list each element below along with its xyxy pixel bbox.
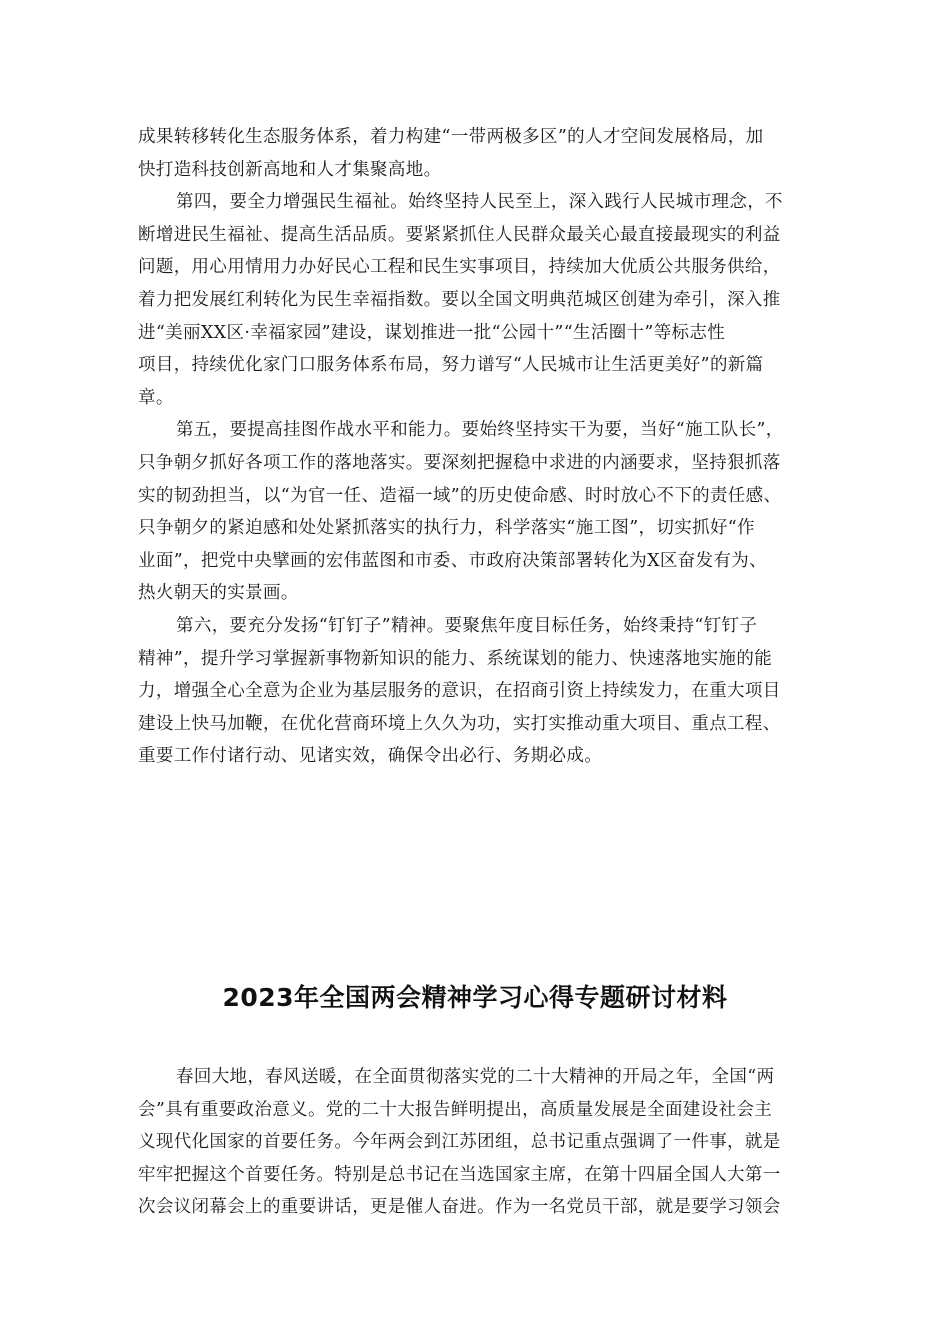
paragraph-continuation xyxy=(138,121,848,186)
text-line: 项目，持续优化家门口服务体系布局，努力谱写“人民城市让生活更美好”的新篇 xyxy=(138,355,764,376)
text-line: 义现代化国家的首要任务。今年两会到江苏团组，总书记重点强调了一件事，就是 xyxy=(138,1132,781,1153)
article-title: 2023年全国两会精神学习心得专题研讨材料 xyxy=(222,983,728,1012)
text-line: 着力把发展红利转化为民生幸福指数。要以全国文明典范城区创建为牵引，深入推 xyxy=(138,289,781,310)
text-line: 热火朝天的实景画。 xyxy=(138,583,299,604)
top-text-block xyxy=(138,121,848,773)
paragraph-intro xyxy=(138,1061,848,1224)
text-line: 业面”，把党中央擘画的宏伟蓝图和市委、市政府决策部署转化为X区奋发有为、 xyxy=(138,550,768,571)
bottom-text-block xyxy=(138,1061,848,1224)
paragraph-fifth xyxy=(138,414,848,610)
text-line: 章。 xyxy=(138,387,174,408)
text-line: 力，增强全心全意为企业为基层服务的意识，在招商引资上持续发力，在重大项目 xyxy=(138,681,781,702)
text-line: 问题，用心用情用力办好民心工程和民生实事项目，持续加大优质公共服务供给， xyxy=(138,257,781,278)
text-line: 会”具有重要政治意义。党的二十大报告鲜明提出，高质量发展是全面建设社会主 xyxy=(138,1099,773,1120)
text-line: 重要工作付诸行动、见诸实效，确保令出必行、务期必成。 xyxy=(138,746,603,767)
text-line: 春回大地，春风送暖，在全面贯彻落实党的二十大精神的开局之年，全国“两 xyxy=(176,1067,775,1087)
text-line: 进“美丽XX区·幸福家园”建设，谋划推进一批“公园十”“生活圈十”等标志性 xyxy=(138,322,726,343)
text-line: 只争朝夕的紧迫感和处处紧抓落实的执行力，科学落实“施工图”，切实抓好“作 xyxy=(138,518,755,539)
paragraph-sixth xyxy=(138,610,848,773)
text-line: 第五，要提高挂图作战水平和能力。要始终坚持实干为要，当好“施工队长”， xyxy=(176,420,784,441)
text-line: 断增进民生福祉、提高生活品质。要紧紧抓住人民群众最关心最直接最现实的利益 xyxy=(138,224,781,245)
text-line: 第六，要充分发扬“钉钉子”精神。要聚焦年度目标任务，始终秉持“钉钉子 xyxy=(176,615,758,636)
text-line: 第四，要全力增强民生福祉。始终坚持人民至上，深入践行人民城市理念，不 xyxy=(176,192,783,213)
text-line: 只争朝夕抓好各项工作的落地落实。要深刻把握稳中求进的内涵要求，坚持狠抓落 xyxy=(138,452,781,473)
text-line: 精神”，提升学习掌握新事物新知识的能力、系统谋划的能力、快速落地实施的能 xyxy=(138,648,773,669)
text-line: 快打造科技创新高地和人才集聚高地。 xyxy=(138,159,442,180)
text-line: 次会议闭幕会上的重要讲话，更是催人奋进。作为一名党员干部，就是要学习领会 xyxy=(138,1197,781,1218)
paragraph-fourth xyxy=(138,186,848,414)
text-line: 牢牢把握这个首要任务。特别是总书记在当选国家主席，在第十四届全国人大第一 xyxy=(138,1164,781,1185)
text-line: 成果转移转化生态服务体系，着力构建“一带两极多区”的人才空间发展格局，加 xyxy=(138,127,764,147)
text-line: 实的韧劲担当，以“为官一任、造福一域”的历史使命感、时时放心不下的责任感、 xyxy=(138,485,782,506)
text-line: 建设上快马加鞭，在优化营商环境上久久为功，实打实推动重大项目、重点工程、 xyxy=(138,713,781,734)
